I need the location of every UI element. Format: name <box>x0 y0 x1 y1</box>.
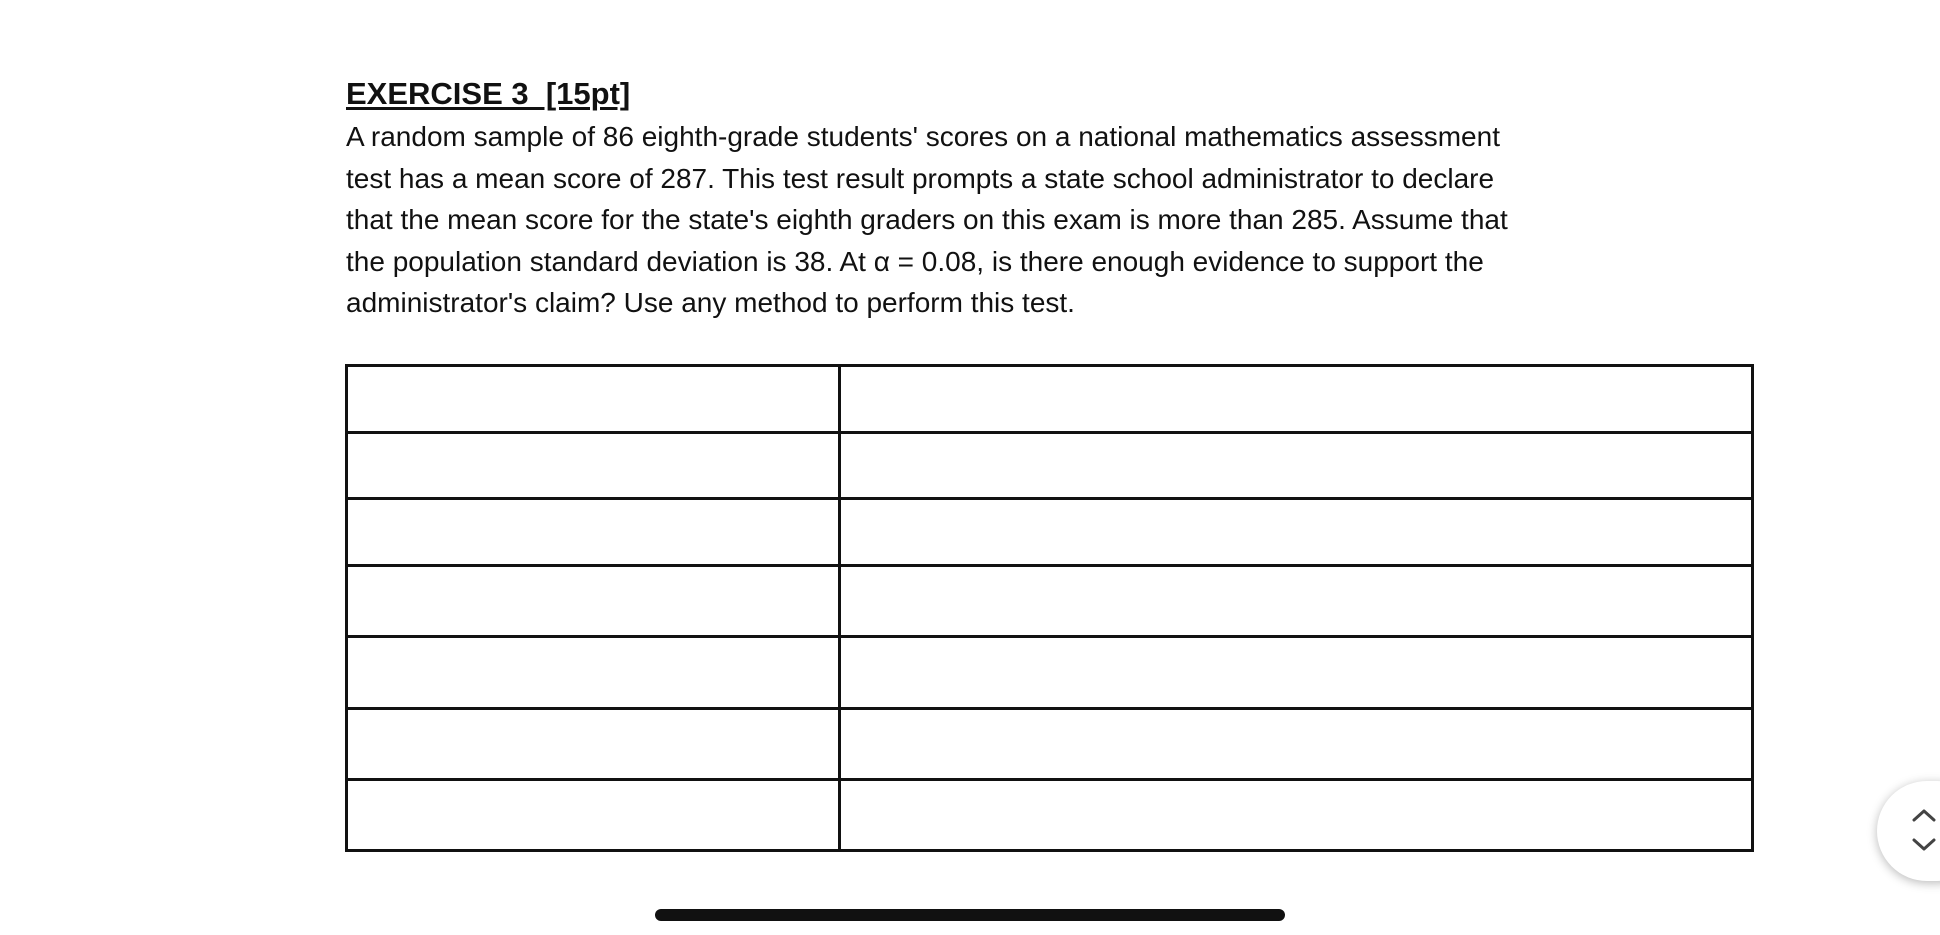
table-row <box>347 366 1753 433</box>
prompt-line: administrator's claim? Use any method to perform this test. <box>346 287 1075 318</box>
table-cell-label[interactable] <box>347 780 840 851</box>
table-cell-label[interactable] <box>347 366 840 433</box>
table-row <box>347 709 1753 780</box>
table-cell-answer[interactable] <box>840 499 1753 566</box>
prompt-line: that the mean score for the state's eighth graders on this exam is more than 285. Assume that <box>346 204 1508 235</box>
table-row <box>347 637 1753 709</box>
table-row <box>347 499 1753 566</box>
table-cell-label[interactable] <box>347 566 840 637</box>
table-cell-answer[interactable] <box>840 780 1753 851</box>
table-cell-answer[interactable] <box>840 566 1753 637</box>
page-scroll-nav <box>1877 781 1940 881</box>
table-cell-label[interactable] <box>347 433 840 499</box>
table-row <box>347 780 1753 851</box>
answer-table <box>345 364 1754 852</box>
prompt-line: A random sample of 86 eighth-grade students' scores on a national mathematics assessment <box>346 121 1500 152</box>
table-cell-answer[interactable] <box>840 366 1753 433</box>
table-cell-answer[interactable] <box>840 637 1753 709</box>
table-row <box>347 433 1753 499</box>
prompt-line: test has a mean score of 287. This test result prompts a state school administrator to declare <box>346 162 1495 194</box>
table-cell-label[interactable] <box>347 637 840 709</box>
table-cell-answer[interactable] <box>840 709 1753 780</box>
table-cell-label[interactable] <box>347 499 840 566</box>
exercise-title: EXERCISE 3 [15pt] <box>346 76 631 111</box>
table-row <box>347 566 1753 637</box>
chevron-down-icon[interactable] <box>1907 833 1940 857</box>
chevron-up-icon[interactable] <box>1907 803 1940 827</box>
table-cell-answer[interactable] <box>840 433 1753 499</box>
prompt-line: the population standard deviation is 38. At α = 0.08, is there enough evidence to support the <box>346 245 1484 277</box>
table-cell-label[interactable] <box>347 709 840 780</box>
home-indicator[interactable] <box>655 909 1285 921</box>
exercise-prompt <box>346 116 1646 324</box>
